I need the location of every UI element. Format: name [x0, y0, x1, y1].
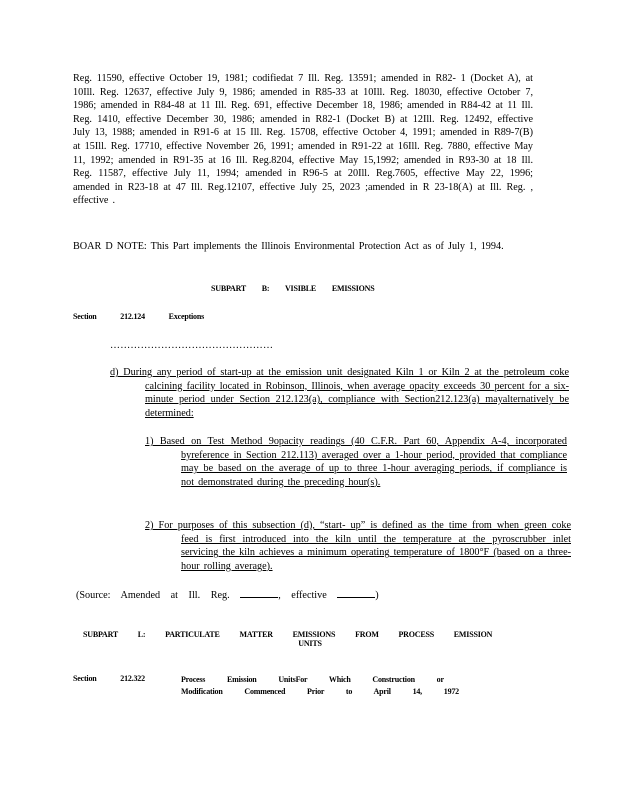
board-note: BOAR D NOTE: This Part implements the Illinois Environmental Protection Act as of July 1, 1994.	[73, 241, 504, 252]
subsection-d-2-text: 2) For purposes of this subsection (d), “start- up” is defined as the time from when green coke feed is first introduced into the kiln until the temperature at the pyroscrubber inlet servicing the kiln achieves a minimum operating temperature of 1800°F (based on a three-hour rolling average).	[145, 520, 571, 572]
omission-ellipsis: …………………………………………	[110, 340, 274, 351]
effective-date-blank	[337, 588, 375, 598]
section-212-322-title: Process Emission UnitsFor Which Construction or Modification Commenced Prior to April 14, 1972	[181, 675, 459, 696]
subpart-b-heading: SUBPART B: VISIBLE EMISSIONS	[211, 284, 375, 293]
amendment-history: Reg. 11590, effective October 19, 1981; codifiedat 7 Ill. Reg. 13591; amended in R82- 1 (Docket A), at 10Ill. Reg. 12637, effective July 9, 1986; amended in R85-33 at 10Ill. Reg. 18030, effective October 7, 1986; amended in R84-48 at 11 Ill. Reg. 691, effective December 18, 1986; amended in R84-42 at 11 Ill. Reg. 1410, effective December 30, 1986; amended in R82-1 (Docket B) at 12Ill. Reg. 12492, effective July 13, 1988; amended in R91-6 at 15 Ill. Reg. 15708, effective October 4, 1991; amended in R89-7(B) at 15Ill. Reg. 17710, effective November 26, 1991; amended in R91-22 at 16Ill. Reg. 7880, effective May 11, 1992; amended in R91-35 at 16 Ill. Reg.8204, effective May 15,1992; amended in R93-30 at 18 Ill. Reg. 11587, effective July 11, 1994; amended in R96-5 at 20Ill. Reg.7605, effective May 22, 1996; amended in R23-18 at 47 Ill. Reg.12107, effective July 25, 2023 ;amended in R 23-18(A) at Ill. Reg. , effective .	[73, 73, 533, 207]
subpart-l-line2: UNITS	[298, 639, 322, 648]
source-note	[76, 588, 379, 601]
subsection-d-1	[145, 435, 567, 489]
subpart-l-line1: SUBPART L: PARTICULATE MATTER EMISSIONS FROM PROCESS EMISSION	[83, 630, 493, 639]
subsection-d	[110, 366, 569, 420]
subsection-d-text: d) During any period of start-up at the emission unit designated Kiln 1 or Kiln 2 at the petroleum coke calcining facility located in Robinson, Illinois, when average opacity exceeds 30 percent for a six-minute period under Section 212.123(a), compliance with Section212.123(a) mayalternatively be determined:	[110, 367, 569, 419]
source-close: )	[375, 590, 379, 601]
register-blank	[240, 588, 278, 598]
subsection-d-2	[145, 519, 571, 573]
subsection-d-1-text: 1) Based on Test Method 9opacity readings (40 C.F.R. Part 60, Appendix A-4, incorporated byreference in Section 212.113) averaged over a 1-hour period, provided that compliance may be based on the average of up to three 1-hour averaging periods, if compliance is not demonstrated during the preceding hour(s).	[145, 436, 567, 488]
section-212-322-number: Section 212.322	[73, 674, 145, 683]
section-212-124-heading: Section 212.124 Exceptions	[73, 312, 205, 321]
source-open: (Source: Amended at Ill. Reg.	[76, 590, 230, 601]
source-mid: , effective	[278, 590, 327, 601]
subpart-l-heading	[83, 630, 523, 648]
